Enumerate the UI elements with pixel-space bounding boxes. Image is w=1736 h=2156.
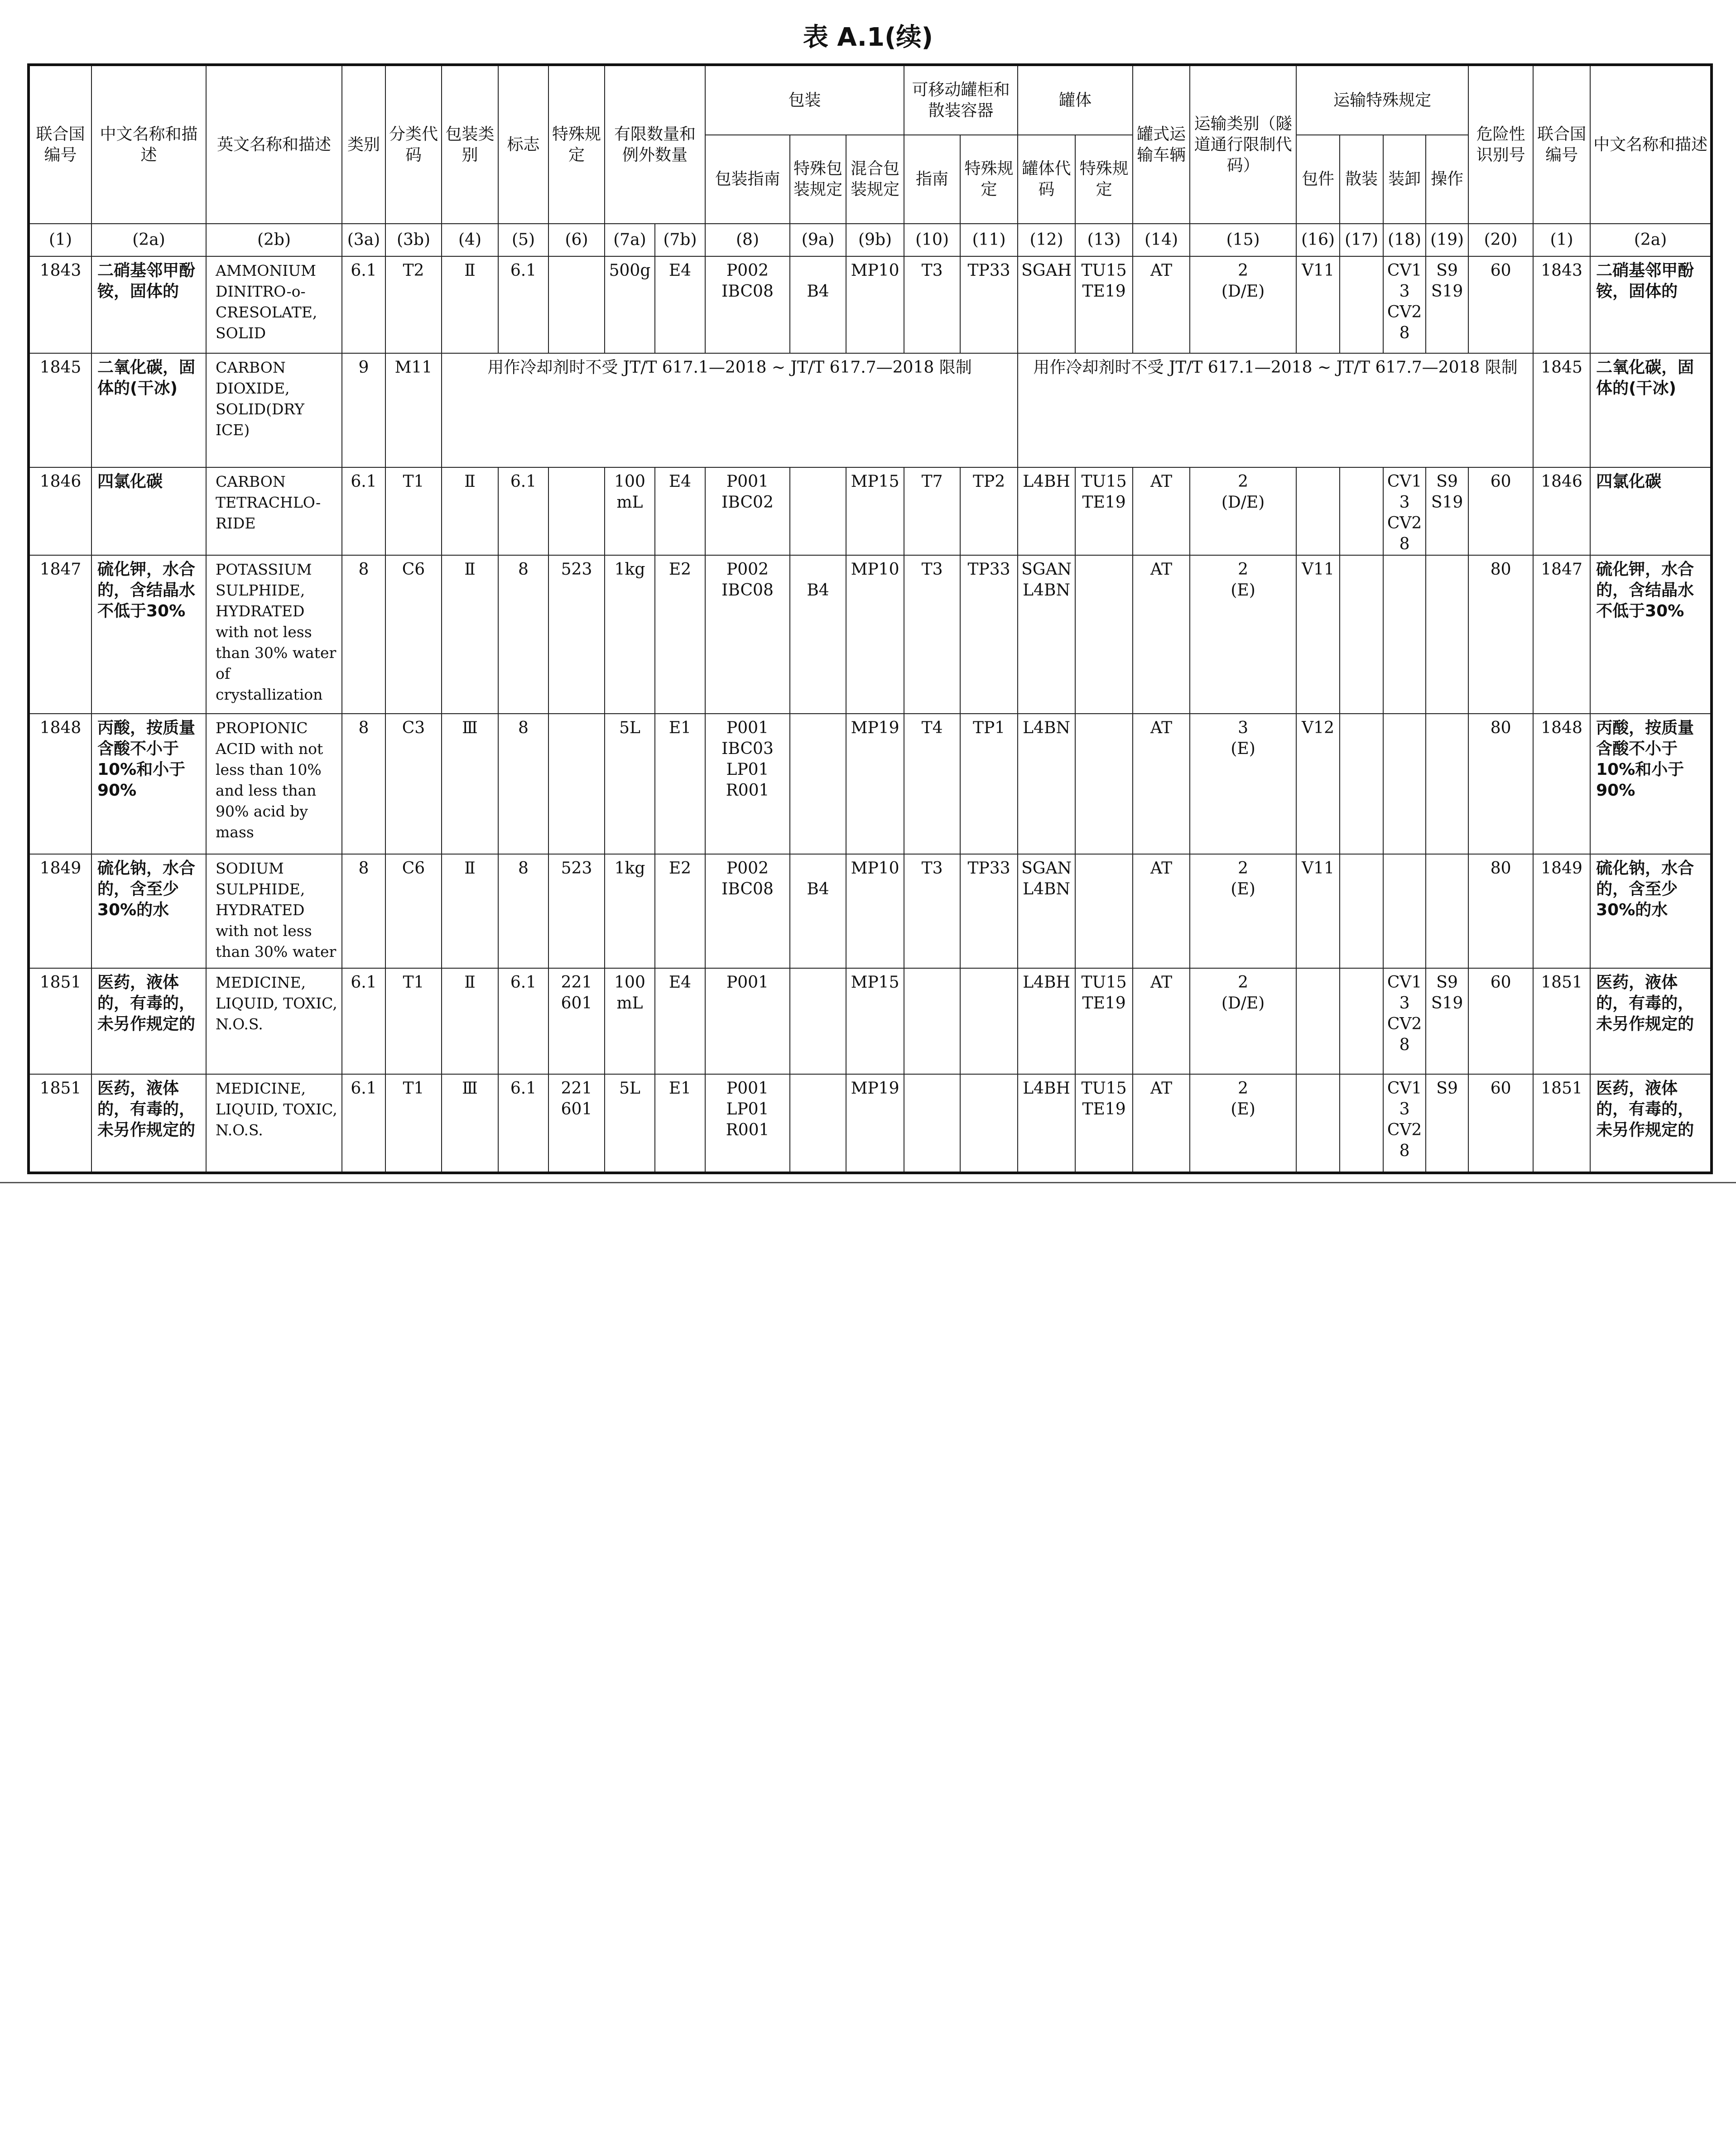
table-row [29, 467, 1712, 555]
hdr-un-no: 联合国编号 [29, 65, 91, 224]
hdr-operation: 操作 [1426, 135, 1468, 224]
cell-bulk [1340, 714, 1383, 854]
cell-pt-instructions [904, 1074, 960, 1173]
cell-packing-group: Ⅲ [442, 1074, 498, 1173]
cell-tank-special [1075, 714, 1133, 854]
cell-class: 6.1 [342, 256, 385, 353]
hdr-special-transport: 运输特殊规定 [1296, 65, 1468, 135]
cell-tank-code: L4BN [1018, 714, 1075, 854]
hdr-portable-tanks: 可移动罐柜和散装容器 [904, 65, 1018, 135]
cell-name-en: AMMONIUM DINITRO-o-CRESOLATE, SOLID [206, 256, 342, 353]
cell-hazard-id: 80 [1468, 854, 1533, 968]
cell-vehicle: AT [1133, 555, 1190, 714]
cell-transport-category: 2 (E) [1190, 854, 1296, 968]
cell-loading [1383, 714, 1426, 854]
cell-class: 9 [342, 353, 385, 467]
cell-transport-category: 2 (D/E) [1190, 467, 1296, 555]
cell-excepted-qty: E4 [655, 968, 705, 1074]
table-row [29, 353, 1712, 467]
cell-name-zh: 硫化钾，水合的，含结晶水不低于30% [91, 555, 206, 714]
cell-packing-instructions: P002 IBC08 [705, 854, 790, 968]
cell-un-2: 1848 [1533, 714, 1590, 854]
cell-mixed-packing: MP15 [846, 467, 904, 555]
cell-excepted-qty: E1 [655, 1074, 705, 1173]
cell-packages [1296, 1074, 1340, 1173]
cell-name-zh-2: 二氧化碳，固体的(干冰) [1590, 353, 1712, 467]
col-num: (14) [1133, 224, 1190, 256]
cell-name-en: PROPIONIC ACID with not less than 10% and less than 90% acid by mass [206, 714, 342, 854]
cell-packages: V12 [1296, 714, 1340, 854]
cell-tank-code: SGAN L4BN [1018, 854, 1075, 968]
cell-packages [1296, 467, 1340, 555]
cell-bulk [1340, 256, 1383, 353]
cell-transport-category: 2 (E) [1190, 555, 1296, 714]
cell-tank-code: L4BH [1018, 968, 1075, 1074]
cell-special-packing [790, 467, 846, 555]
cell-packages: V11 [1296, 555, 1340, 714]
cell-classification-code: T1 [385, 467, 442, 555]
cell-packing-group: Ⅱ [442, 467, 498, 555]
col-num: (17) [1340, 224, 1383, 256]
cell-loading [1383, 854, 1426, 968]
cell-name-zh-2: 丙酸，按质量含酸不小于10%和小于90% [1590, 714, 1712, 854]
cell-un: 1851 [29, 1074, 91, 1173]
cell-limited-qty: 100mL [605, 968, 655, 1074]
cell-transport-category: 2 (E) [1190, 1074, 1296, 1173]
cell-tank-code: SGAH [1018, 256, 1075, 353]
column-number-row [29, 224, 1712, 256]
hdr-tank-special: 特殊规定 [1075, 135, 1133, 224]
cell-loading: CV13 CV28 [1383, 256, 1426, 353]
cell-class: 8 [342, 555, 385, 714]
hdr-name-en: 英文名称和描述 [206, 65, 342, 224]
cell-classification-code: C6 [385, 555, 442, 714]
cell-tank-code: SGAN L4BN [1018, 555, 1075, 714]
hdr-packages: 包件 [1296, 135, 1340, 224]
cell-hazard-id: 60 [1468, 1074, 1533, 1173]
cell-packages [1296, 968, 1340, 1074]
hdr-special-packing: 特殊包装规定 [790, 135, 846, 224]
cell-operation [1426, 714, 1468, 854]
cell-bulk [1340, 1074, 1383, 1173]
cell-name-en: CARBON TETRACHLO-RIDE [206, 467, 342, 555]
cell-vehicle: AT [1133, 854, 1190, 968]
page-divider [0, 1182, 1736, 1183]
cell-limited-qty: 1kg [605, 854, 655, 968]
cell-name-zh-2: 医药，液体的，有毒的，未另作规定的 [1590, 1074, 1712, 1173]
cell-hazard-id: 60 [1468, 467, 1533, 555]
cell-loading: CV13 CV28 [1383, 968, 1426, 1074]
table-row [29, 555, 1712, 714]
cell-classification-code: M11 [385, 353, 442, 467]
cell-special-provisions: 221 601 [548, 1074, 605, 1173]
cell-limited-qty: 100mL [605, 467, 655, 555]
cell-excepted-qty: E4 [655, 256, 705, 353]
cell-transport-category: 2 (D/E) [1190, 968, 1296, 1074]
cell-hazard-id: 80 [1468, 714, 1533, 854]
col-num: (9a) [790, 224, 846, 256]
cell-tank-special [1075, 854, 1133, 968]
cell-special-provisions: 523 [548, 555, 605, 714]
cell-pt-special: TP1 [960, 714, 1018, 854]
cell-pt-instructions: T4 [904, 714, 960, 854]
cell-packing-group: Ⅱ [442, 968, 498, 1074]
cell-un: 1847 [29, 555, 91, 714]
cell-pt-special: TP33 [960, 854, 1018, 968]
cell-special-provisions: 221 601 [548, 968, 605, 1074]
col-num: (4) [442, 224, 498, 256]
cell-class: 6.1 [342, 467, 385, 555]
cell-name-zh: 丙酸，按质量含酸不小于10%和小于90% [91, 714, 206, 854]
col-num: (1) [1533, 224, 1590, 256]
cell-operation: S9 S19 [1426, 968, 1468, 1074]
cell-pt-instructions: T7 [904, 467, 960, 555]
cell-tank-code: L4BH [1018, 467, 1075, 555]
table-row [29, 256, 1712, 353]
cell-classification-code: C6 [385, 854, 442, 968]
cell-un: 1845 [29, 353, 91, 467]
cell-hazard-id: 60 [1468, 256, 1533, 353]
cell-limited-qty: 500g [605, 256, 655, 353]
cell-vehicle: AT [1133, 256, 1190, 353]
cell-pt-special: TP33 [960, 256, 1018, 353]
cell-packing-group: Ⅱ [442, 555, 498, 714]
col-num: (20) [1468, 224, 1533, 256]
cell-limited-qty: 5L [605, 1074, 655, 1173]
cell-vehicle: AT [1133, 968, 1190, 1074]
col-num: (2b) [206, 224, 342, 256]
cell-exemption-note-right: 用作冷却剂时不受 JT/T 617.1—2018 ~ JT/T 617.7—2018 限制 [1018, 353, 1533, 467]
cell-name-en: CARBON DIOXIDE, SOLID(DRY ICE) [206, 353, 342, 467]
cell-tank-code: L4BH [1018, 1074, 1075, 1173]
cell-bulk [1340, 555, 1383, 714]
cell-packing-instructions: P001 IBC02 [705, 467, 790, 555]
cell-pt-instructions: T3 [904, 854, 960, 968]
cell-class: 6.1 [342, 968, 385, 1074]
cell-tank-special: TU15 TE19 [1075, 256, 1133, 353]
cell-vehicle: AT [1133, 1074, 1190, 1173]
hdr-packing-instructions: 包装指南 [705, 135, 790, 224]
col-num: (11) [960, 224, 1018, 256]
col-num: (3a) [342, 224, 385, 256]
hdr-classification-code: 分类代码 [385, 65, 442, 224]
table-row [29, 968, 1712, 1074]
cell-tank-special: TU15 TE19 [1075, 1074, 1133, 1173]
cell-mixed-packing: MP19 [846, 1074, 904, 1173]
cell-operation [1426, 854, 1468, 968]
col-num: (9b) [846, 224, 904, 256]
hdr-tank-code: 罐体代码 [1018, 135, 1075, 224]
col-num: (1) [29, 224, 91, 256]
cell-un: 1848 [29, 714, 91, 854]
cell-packing-group: Ⅲ [442, 714, 498, 854]
cell-tank-special [1075, 555, 1133, 714]
cell-packing-instructions: P002 IBC08 [705, 555, 790, 714]
col-num: (7a) [605, 224, 655, 256]
col-num: (6) [548, 224, 605, 256]
cell-pt-instructions: T3 [904, 256, 960, 353]
col-num: (18) [1383, 224, 1426, 256]
cell-labels: 8 [498, 714, 548, 854]
cell-name-en: SODIUM SULPHIDE, HYDRATED with not less than 30% water [206, 854, 342, 968]
cell-special-packing [790, 1074, 846, 1173]
cell-tank-special: TU15 TE19 [1075, 968, 1133, 1074]
cell-name-zh-2: 医药，液体的，有毒的，未另作规定的 [1590, 968, 1712, 1074]
cell-un-2: 1849 [1533, 854, 1590, 968]
cell-name-zh: 二硝基邻甲酚铵，固体的 [91, 256, 206, 353]
cell-un-2: 1847 [1533, 555, 1590, 714]
cell-un: 1849 [29, 854, 91, 968]
table-row [29, 714, 1712, 854]
cell-un: 1851 [29, 968, 91, 1074]
header-row-top [29, 65, 1712, 135]
cell-excepted-qty: E2 [655, 854, 705, 968]
cell-packing-instructions: P002 IBC08 [705, 256, 790, 353]
cell-special-provisions [548, 714, 605, 854]
cell-un-2: 1851 [1533, 1074, 1590, 1173]
cell-operation: S9 S19 [1426, 256, 1468, 353]
cell-tank-special: TU15 TE19 [1075, 467, 1133, 555]
cell-vehicle: AT [1133, 467, 1190, 555]
cell-special-provisions [548, 256, 605, 353]
cell-un-2: 1846 [1533, 467, 1590, 555]
cell-mixed-packing: MP15 [846, 968, 904, 1074]
hdr-bulk: 散装 [1340, 135, 1383, 224]
cell-vehicle: AT [1133, 714, 1190, 854]
cell-loading: CV13 CV28 [1383, 1074, 1426, 1173]
cell-pt-special [960, 968, 1018, 1074]
cell-special-packing [790, 714, 846, 854]
cell-hazard-id: 60 [1468, 968, 1533, 1074]
cell-pt-instructions: T3 [904, 555, 960, 714]
cell-classification-code: T2 [385, 256, 442, 353]
cell-packing-instructions: P001 LP01 R001 [705, 1074, 790, 1173]
cell-packages: V11 [1296, 256, 1340, 353]
cell-mixed-packing: MP10 [846, 854, 904, 968]
hdr-mixed-packing: 混合包装规定 [846, 135, 904, 224]
table-title: 表 A.1(续) [803, 23, 933, 52]
dangerous-goods-table [27, 63, 1713, 1174]
cell-special-provisions [548, 467, 605, 555]
cell-name-zh: 硫化钠，水合的，含至少30%的水 [91, 854, 206, 968]
cell-class: 8 [342, 714, 385, 854]
cell-pt-special: TP2 [960, 467, 1018, 555]
cell-labels: 8 [498, 854, 548, 968]
cell-packages: V11 [1296, 854, 1340, 968]
cell-pt-instructions [904, 968, 960, 1074]
cell-class: 8 [342, 854, 385, 968]
col-num: (15) [1190, 224, 1296, 256]
cell-operation: S9 S19 [1426, 467, 1468, 555]
col-num: (2a) [1590, 224, 1712, 256]
cell-name-en: MEDICINE, LIQUID, TOXIC, N.O.S. [206, 1074, 342, 1173]
hdr-transport-category: 运输类别（隧道通行限制代码） [1190, 65, 1296, 224]
cell-packing-instructions: P001 IBC03 LP01 R001 [705, 714, 790, 854]
cell-labels: 6.1 [498, 968, 548, 1074]
cell-pt-special: TP33 [960, 555, 1018, 714]
cell-packing-group: Ⅱ [442, 256, 498, 353]
cell-name-zh: 四氯化碳 [91, 467, 206, 555]
cell-name-zh: 医药，液体的，有毒的，未另作规定的 [91, 1074, 206, 1173]
hdr-limited-excepted: 有限数量和例外数量 [605, 65, 705, 224]
col-num: (19) [1426, 224, 1468, 256]
cell-name-zh: 二氧化碳，固体的(干冰) [91, 353, 206, 467]
cell-labels: 6.1 [498, 1074, 548, 1173]
cell-excepted-qty: E2 [655, 555, 705, 714]
cell-bulk [1340, 467, 1383, 555]
hdr-un-no-2: 联合国编号 [1533, 65, 1590, 224]
cell-un: 1843 [29, 256, 91, 353]
cell-name-en: POTASSIUM SULPHIDE, HYDRATED with not less than 30% water of crystallization [206, 555, 342, 714]
cell-mixed-packing: MP19 [846, 714, 904, 854]
table-row [29, 1074, 1712, 1173]
hdr-vehicle: 罐式运输车辆 [1133, 65, 1190, 224]
cell-operation: S9 [1426, 1074, 1468, 1173]
cell-packing-instructions: P001 [705, 968, 790, 1074]
cell-bulk [1340, 854, 1383, 968]
cell-classification-code: T1 [385, 1074, 442, 1173]
cell-exemption-note-left: 用作冷却剂时不受 JT/T 617.1—2018 ~ JT/T 617.7—2018 限制 [442, 353, 1018, 467]
hdr-name-zh-2: 中文名称和描述 [1590, 65, 1712, 224]
hdr-instructions: 指南 [904, 135, 960, 224]
cell-bulk [1340, 968, 1383, 1074]
col-num: (7b) [655, 224, 705, 256]
cell-mixed-packing: MP10 [846, 256, 904, 353]
cell-classification-code: T1 [385, 968, 442, 1074]
cell-name-zh-2: 硫化钾，水合的，含结晶水不低于30% [1590, 555, 1712, 714]
cell-special-packing: B4 [790, 256, 846, 353]
cell-transport-category: 3 (E) [1190, 714, 1296, 854]
cell-labels: 8 [498, 555, 548, 714]
cell-mixed-packing: MP10 [846, 555, 904, 714]
cell-labels: 6.1 [498, 256, 548, 353]
col-num: (2a) [91, 224, 206, 256]
cell-loading [1383, 555, 1426, 714]
col-num: (3b) [385, 224, 442, 256]
hdr-packaging: 包装 [705, 65, 904, 135]
hdr-special-provisions: 特殊规定 [548, 65, 605, 224]
cell-name-zh-2: 二硝基邻甲酚铵，固体的 [1590, 256, 1712, 353]
hdr-pt-special: 特殊规定 [960, 135, 1018, 224]
cell-name-zh-2: 硫化钠，水合的，含至少30%的水 [1590, 854, 1712, 968]
hdr-class: 类别 [342, 65, 385, 224]
cell-special-provisions: 523 [548, 854, 605, 968]
cell-labels: 6.1 [498, 467, 548, 555]
cell-excepted-qty: E1 [655, 714, 705, 854]
hdr-name-zh: 中文名称和描述 [91, 65, 206, 224]
cell-classification-code: C3 [385, 714, 442, 854]
cell-loading: CV13 CV28 [1383, 467, 1426, 555]
cell-transport-category: 2 (D/E) [1190, 256, 1296, 353]
cell-limited-qty: 5L [605, 714, 655, 854]
col-num: (16) [1296, 224, 1340, 256]
cell-hazard-id: 80 [1468, 555, 1533, 714]
col-num: (12) [1018, 224, 1075, 256]
cell-name-en: MEDICINE, LIQUID, TOXIC, N.O.S. [206, 968, 342, 1074]
cell-un-2: 1851 [1533, 968, 1590, 1074]
cell-name-zh: 医药，液体的，有毒的，未另作规定的 [91, 968, 206, 1074]
cell-un-2: 1843 [1533, 256, 1590, 353]
cell-pt-special [960, 1074, 1018, 1173]
cell-excepted-qty: E4 [655, 467, 705, 555]
hdr-tanks: 罐体 [1018, 65, 1133, 135]
cell-special-packing: B4 [790, 854, 846, 968]
cell-special-packing: B4 [790, 555, 846, 714]
col-num: (8) [705, 224, 790, 256]
cell-name-zh-2: 四氯化碳 [1590, 467, 1712, 555]
cell-packing-group: Ⅱ [442, 854, 498, 968]
hdr-loading: 装卸 [1383, 135, 1426, 224]
cell-un: 1846 [29, 467, 91, 555]
cell-limited-qty: 1kg [605, 555, 655, 714]
col-num: (5) [498, 224, 548, 256]
cell-special-packing [790, 968, 846, 1074]
table-row [29, 854, 1712, 968]
cell-class: 6.1 [342, 1074, 385, 1173]
cell-un-2: 1845 [1533, 353, 1590, 467]
hdr-packing-group: 包装类别 [442, 65, 498, 224]
hdr-hazard-id: 危险性识别号 [1468, 65, 1533, 224]
cell-operation [1426, 555, 1468, 714]
hdr-labels: 标志 [498, 65, 548, 224]
col-num: (13) [1075, 224, 1133, 256]
col-num: (10) [904, 224, 960, 256]
